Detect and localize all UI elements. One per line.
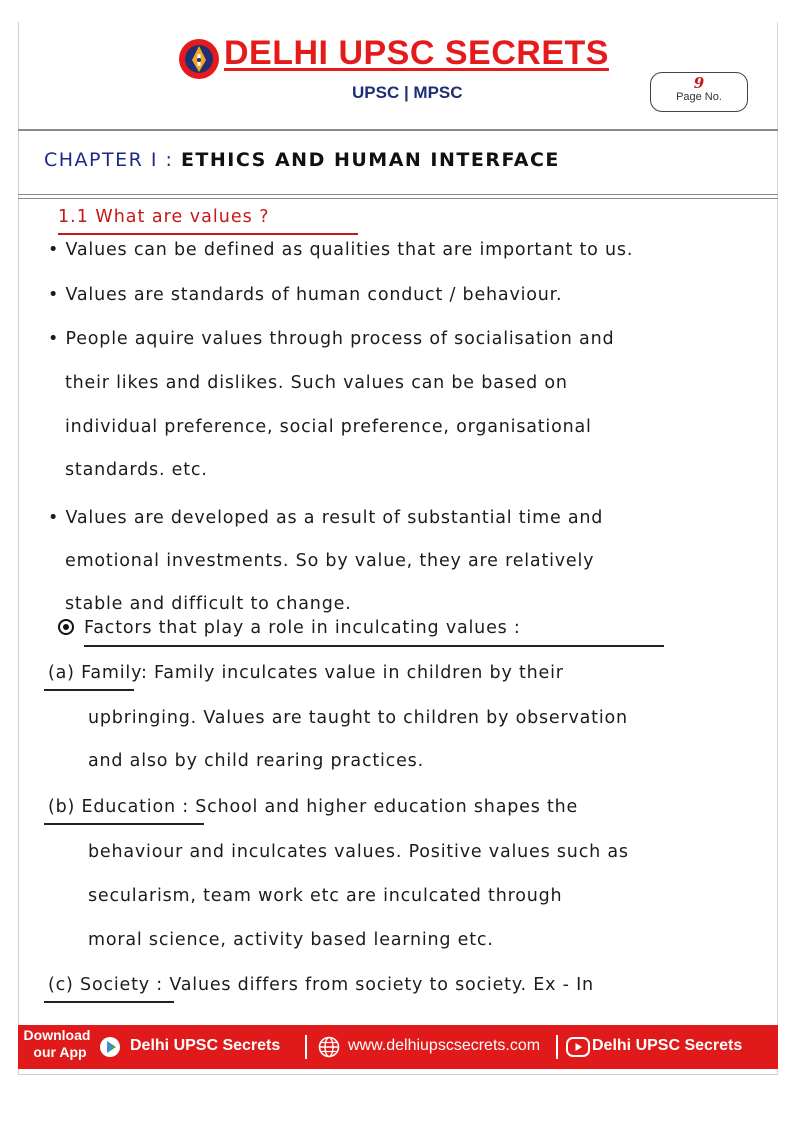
footer-separator xyxy=(556,1035,558,1059)
text-line: standards. etc. xyxy=(65,460,208,480)
text-line: secularism, team work etc are inculcated through xyxy=(88,886,563,906)
family-underline xyxy=(44,689,134,691)
page-border-bottom xyxy=(18,1074,778,1075)
notebook-page xyxy=(18,22,778,1072)
brand-subtitle: UPSC | MPSC xyxy=(352,83,463,102)
text-line: and also by child rearing practices. xyxy=(88,751,424,771)
footer-banner xyxy=(18,1025,778,1069)
play-store-icon xyxy=(99,1036,121,1058)
text-line: (b) Education : School and higher education shapes the xyxy=(48,797,579,817)
website-link[interactable]: www.delhiupscsecrets.com xyxy=(348,1037,541,1054)
text-line: • People aquire values through process of socialisation and xyxy=(48,329,615,349)
text-line: (a) Family: Family inculcates value in children by their xyxy=(48,663,564,683)
factors-underline xyxy=(84,645,664,647)
text-line: their likes and dislikes. Such values can be based on xyxy=(65,373,568,393)
text-line: • Values are developed as a result of substantial time and xyxy=(48,508,604,528)
factors-heading: Factors that play a role in inculcating values : xyxy=(84,618,521,638)
youtube-icon xyxy=(566,1037,590,1057)
text-line: (c) Society : Values differs from society to society. Ex - In xyxy=(48,975,594,995)
globe-icon xyxy=(318,1036,340,1058)
text-line: moral science, activity based learning etc. xyxy=(88,930,494,950)
chapter-title xyxy=(44,149,560,171)
our-app-label: our App xyxy=(33,1044,87,1060)
download-app-link[interactable] xyxy=(22,1027,92,1061)
education-underline xyxy=(44,823,204,825)
brand-title: DELHI UPSC SECRETS xyxy=(224,34,609,72)
page-border-left xyxy=(18,22,19,1074)
section-heading-underline xyxy=(58,233,358,235)
text-line: emotional investments. So by value, they are relatively xyxy=(65,551,595,571)
page-border-right xyxy=(777,22,778,1074)
section-heading: 1.1 What are values ? xyxy=(58,207,270,227)
page-number-box xyxy=(650,72,748,112)
youtube-channel-link[interactable]: Delhi UPSC Secrets xyxy=(592,1037,743,1054)
radio-bullet-icon xyxy=(58,619,74,635)
text-line: behaviour and inculcates values. Positive values such as xyxy=(88,842,629,862)
header-divider xyxy=(18,129,778,131)
text-line: stable and difficult to change. xyxy=(65,594,352,614)
text-line: individual preference, social preference, organisational xyxy=(65,417,592,437)
download-label: Download xyxy=(23,1027,91,1043)
chapter-name: ETHICS AND HUMAN INTERFACE xyxy=(180,149,560,171)
page-number-label: Page No. xyxy=(676,91,722,103)
society-underline xyxy=(44,1001,174,1003)
text-line: • Values are standards of human conduct / behaviour. xyxy=(48,285,563,305)
chapter-divider xyxy=(18,194,778,199)
text-line: upbringing. Values are taught to children by observation xyxy=(88,708,628,728)
page-number: 9 xyxy=(693,74,705,92)
footer-separator xyxy=(305,1035,307,1059)
app-name-link[interactable]: Delhi UPSC Secrets xyxy=(130,1037,281,1054)
text-line: • Values can be defined as qualities that are important to us. xyxy=(48,240,634,260)
pen-nib-logo-icon xyxy=(178,38,220,80)
chapter-prefix: CHAPTER I : xyxy=(44,149,174,171)
